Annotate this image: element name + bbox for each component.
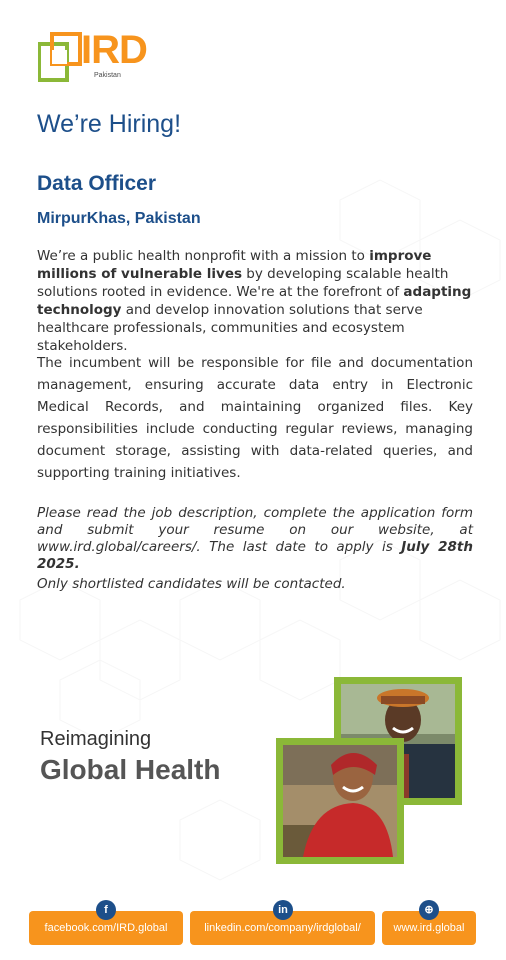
slogan-line-2: Global Health <box>40 754 221 785</box>
social-links-bar <box>0 900 506 950</box>
facebook-link[interactable]: facebook.com/IRD.global <box>29 911 183 945</box>
job-title: Data Officer <box>37 172 157 195</box>
globe-icon: ⊕ <box>419 900 439 920</box>
facebook-icon: f <box>96 900 116 920</box>
ird-logo-country: Pakistan <box>94 72 121 79</box>
ird-logo-text: IRD <box>81 28 147 72</box>
responsibilities-paragraph: The incumbent will be responsible for file and documentation management, ensuring accurate data entry in Electronic Medical Records, and maintaining organized files. Key responsibilities include conducting regular reviews, managing document storage, assisting with data-related queries, and supporting training initiatives. <box>37 355 473 481</box>
shortlist-note: Only shortlisted candidates will be contacted. <box>37 576 346 592</box>
linkedin-icon: in <box>273 900 293 920</box>
slogan-line-1: Reimagining <box>40 728 152 750</box>
job-location: MirpurKhas, Pakistan <box>37 210 201 227</box>
hiring-heading: We’re Hiring! <box>37 110 182 138</box>
photo-woman <box>283 745 397 857</box>
website-link[interactable]: www.ird.global <box>382 911 476 945</box>
intro-paragraph: We’re a public health nonprofit with a mission to improve millions of vulnerable lives by developing scalable health solutions rooted in evidence. We're at the forefront of adapting technology and develop innovation solutions that serve healthcare professionals, communities and ecosystem stakeholders. <box>37 248 472 354</box>
apply-instructions: Please read the job description, complete the application form and submit your resume on our website, at www.ird.global/careers/. The last date to apply is July 28th 2025. <box>37 505 474 572</box>
linkedin-link[interactable]: linkedin.com/company/irdglobal/ <box>190 911 375 945</box>
